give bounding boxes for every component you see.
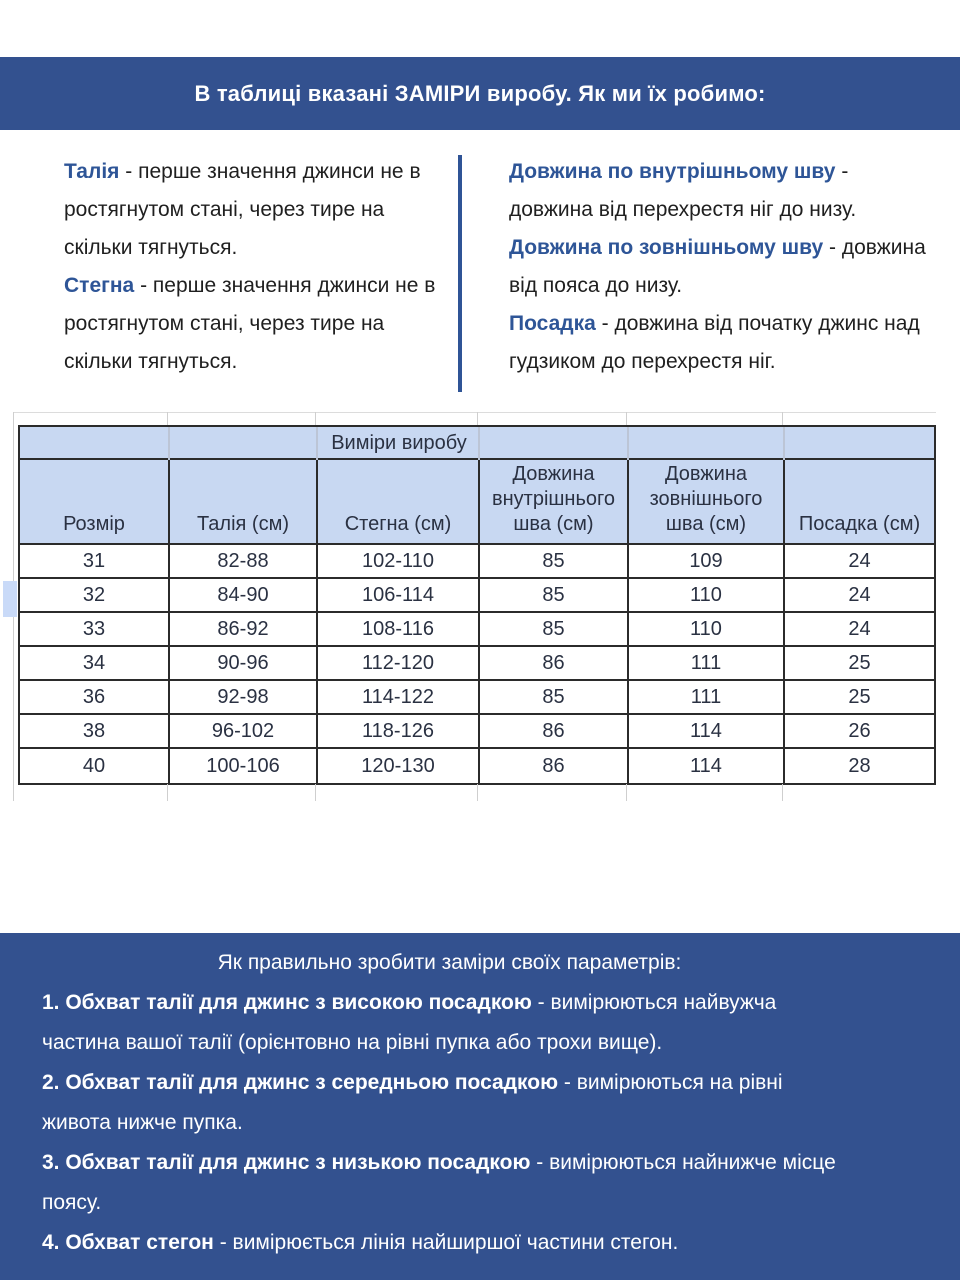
cell-size: 33 [20,613,170,645]
column-header-waist: Талія (см) [170,460,318,543]
cell-hips: 112-120 [318,647,480,679]
cell-waist: 82-88 [170,545,318,577]
cell-waist: 92-98 [170,681,318,713]
cell-rise: 24 [848,583,871,606]
column-divider-line [458,155,462,392]
cell-inseam: 86 [480,749,629,783]
table-row [20,749,934,783]
cell-waist: 84-90 [170,579,318,611]
grid-ghost-line [626,412,627,425]
grid-ghost-line [315,784,316,801]
cell-size: 38 [20,715,170,747]
cell-waist: 100-106 [170,749,318,783]
table-row [20,613,934,647]
guide-item-high-rise-text: - вимірюються найвужча частина вашої талії (орієнтовно на рівні пупка або трохи вище). [42,991,777,1054]
cell-outseam: 111 [629,647,785,679]
grid-ghost-line [477,784,478,801]
size-table-title: Виміри виробу [331,432,467,454]
grid-ghost-line [626,784,627,801]
definition-inseam [509,153,929,229]
definition-rise-term: Посадка [509,312,596,335]
definition-inseam-text: - довжина від перехрестя ніг до низу. [509,160,857,221]
cell-rise: 24 [848,549,871,572]
column-header-size: Розмір [20,460,170,543]
cell-rise: 24 [848,617,871,640]
cell-hips: 120-130 [318,749,480,783]
definition-hips [64,267,439,381]
definition-hips-text: - перше значення джинси не в ростягнутом стані, через тире на скільки тягнуться. [64,274,436,373]
cell-hips: 106-114 [318,579,480,611]
cell-rise: 25 [848,685,871,708]
cell-rise: 25 [848,651,871,674]
cell-inseam: 86 [480,715,629,747]
cell-size: 31 [20,545,170,577]
definition-outseam-term: Довжина по зовнішньому шву [509,236,824,259]
guide-item-hips-text: - вимірюється лінія найширшої частини стегон. [213,1231,679,1254]
cell-rise: 26 [848,719,871,742]
definition-waist [64,153,439,267]
cell-size: 34 [20,647,170,679]
grid-ghost-line [167,412,168,425]
cell-outseam: 114 [629,749,785,783]
table-row [20,545,934,579]
cell-hips: 108-116 [318,613,480,645]
header-banner [0,57,960,130]
grid-ghost-line [477,412,478,425]
cell-size: 36 [20,681,170,713]
cell-waist: 96-102 [170,715,318,747]
column-header-outseam: Довжина зовнішнього шва (см) [629,460,785,543]
cell-outseam: 109 [629,545,785,577]
cell-size: 32 [20,579,170,611]
cell-inseam: 86 [480,647,629,679]
table-row [20,647,934,681]
definition-rise-text: - довжина від початку джинс над гудзиком до перехрестя ніг. [509,312,920,373]
definition-waist-term: Талія [64,160,120,183]
guide-item-mid-rise-label: 2. Обхват талії для джинс з середньою посадкою [42,1071,559,1094]
header-banner-title: В таблиці вказані ЗАМІРИ виробу. Як ми їх робимо: [194,80,766,106]
cell-hips: 114-122 [318,681,480,713]
table-row [20,715,934,749]
grid-ghost-line [13,412,936,413]
guide-item-low-rise-text: - вимірюються найнижче місце поясу. [42,1151,836,1214]
cell-hips: 118-126 [318,715,480,747]
column-header-rise: Посадка (см) [798,513,921,535]
grid-ghost-line [315,412,316,425]
table-row [20,681,934,715]
row-selection-mark [3,581,17,617]
cell-outseam: 111 [629,681,785,713]
cell-waist: 90-96 [170,647,318,679]
cell-inseam: 85 [480,545,629,577]
grid-ghost-line [167,784,168,801]
guide-item-low-rise [42,1143,857,1223]
guide-item-low-rise-label: 3. Обхват талії для джинс з низькою посадкою [42,1151,531,1174]
definition-hips-term: Стегна [64,274,135,297]
cell-waist: 86-92 [170,613,318,645]
definition-inseam-term: Довжина по внутрішньому шву [509,160,836,183]
definitions-right-column [509,153,929,381]
guide-item-mid-rise [42,1063,857,1143]
cell-inseam: 85 [480,681,629,713]
grid-ghost-line [782,412,783,425]
cell-outseam: 114 [629,715,785,747]
guide-item-hips [42,1223,857,1263]
size-table [18,425,936,785]
guide-item-hips-label: 4. Обхват стегон [42,1231,214,1254]
definition-rise [509,305,929,381]
guide-item-high-rise-label: 1. Обхват талії для джинс з високою посадкою [42,991,532,1014]
guide-item-mid-rise-text: - вимірюються на рівні живота нижче пупка. [42,1071,783,1134]
cell-outseam: 110 [629,579,785,611]
definition-waist-text: - перше значення джинси не в ростягнутом стані, через тире на скільки тягнуться. [64,160,421,259]
cell-inseam: 85 [480,579,629,611]
measuring-guide-section [0,933,960,1280]
column-header-inseam: Довжина внутрішнього шва (см) [480,460,629,543]
cell-rise: 28 [848,754,871,777]
definition-outseam-text: - довжина від пояса до низу. [509,236,926,297]
column-header-hips: Стегна (см) [318,460,480,543]
faint-column-separator [783,427,785,460]
cell-hips: 102-110 [318,545,480,577]
definition-outseam [509,229,929,305]
size-table-merged-header-row [20,427,934,460]
table-row [20,579,934,613]
cell-size: 40 [20,749,170,783]
measuring-guide-title: Як правильно зробити заміри своїх параметрів: [217,951,682,974]
cell-inseam: 85 [480,613,629,645]
cell-outseam: 110 [629,613,785,645]
definitions-left-column [64,153,439,381]
grid-ghost-line [782,784,783,801]
size-table-header-row [20,460,934,545]
guide-item-high-rise [42,983,857,1063]
